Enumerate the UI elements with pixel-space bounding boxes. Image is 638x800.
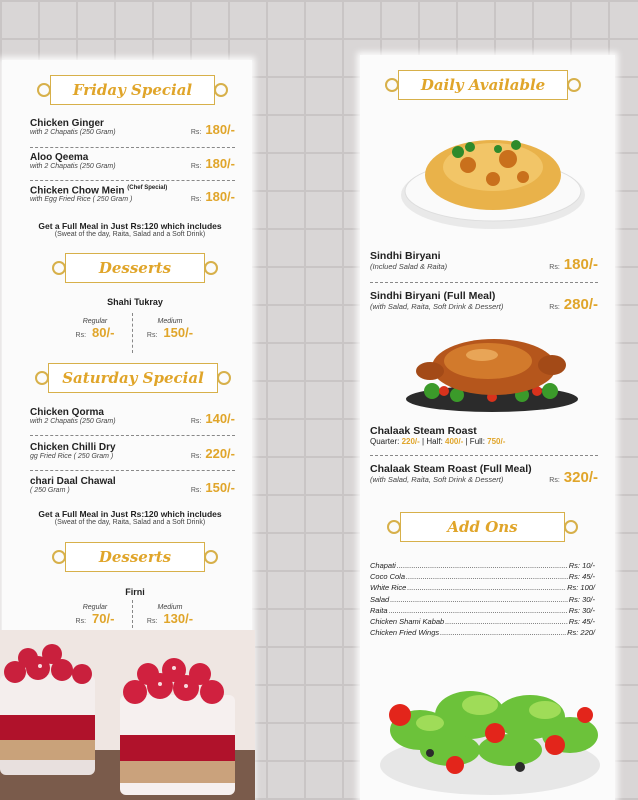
meal-offer-subtext: (Sweat of the day, Raita, Salad and a Soft Drink) [54,231,206,238]
list-item [370,571,595,582]
list-item [370,627,595,638]
leader-dots [440,627,566,638]
item-price [191,156,235,171]
add-ons-list [370,560,595,638]
addon-name: Chapati [370,561,396,570]
leader-dots [389,605,568,616]
add-ons-banner: Add Ons [400,512,565,542]
price-value: 80/- [92,325,115,340]
rs-label: Rs: [549,304,560,311]
item-description: with 2 Chapatis (250 Gram) [30,418,116,425]
price-value: 180/- [205,189,235,204]
item-name: chari Daal Chawal [30,476,116,487]
price-value: 320/- [563,469,598,486]
option-label: Medium [157,604,183,611]
addon-name: Chicken Shami Kabab [370,616,445,626]
rs-label: Rs: [75,332,87,339]
addon-name: Salad [370,594,390,604]
divider [132,313,133,353]
divider [370,455,598,456]
option-label: Medium [157,318,183,325]
meal-offer-note [10,509,250,526]
dessert-cups-image [0,630,255,800]
leader-dots [407,582,566,593]
rs-label: Rs: [146,618,158,625]
rs-label: Rs: [190,418,202,425]
option-price [65,325,125,340]
addon-name: White Rice [370,583,407,593]
rs-label: Rs: [190,453,202,460]
price-value: 180/- [563,256,598,273]
menu-item [30,407,235,425]
price-value: 180/- [205,122,235,137]
addon-name: Raita [370,605,388,615]
option-label: Regular [82,604,108,611]
full-label: | Full: [465,437,485,446]
roast-portion-prices [370,437,598,446]
item-description: (Inclued Salad & Raita) [370,262,448,271]
option-price [140,611,200,626]
item-name: Chicken Ginger [30,118,104,129]
item-name-text: Chicken Chow Mein [30,185,125,197]
leader-dots [397,560,568,571]
addon-price: Rs: 45/- [568,616,595,626]
quarter-label: Quarter: [370,437,400,446]
half-label: | Half: [422,437,443,446]
item-description: with 2 Chapatis (250 Gram) [30,129,116,136]
item-name: Sindhi Biryani [370,250,441,262]
rs-label: Rs: [549,264,560,271]
chef-special-note: (Chef Special) [127,185,168,191]
addon-name: Coco Cola [370,572,406,582]
list-item [370,616,595,627]
divider [30,435,235,436]
divider [370,282,598,283]
item-description: gg Fried Rice ( 250 Gram ) [30,453,114,460]
meal-offer-subtext: (Sweat of the day, Raita, Salad and a Soft Drink) [54,519,206,526]
addon-price: Rs: 45/- [568,572,595,582]
option-label: Regular [82,318,108,325]
item-price [191,189,235,204]
divider [30,470,235,471]
option-price [140,325,200,340]
option-price [65,611,125,626]
list-item [370,560,595,571]
item-description: (with Salad, Raita, Soft Drink & Dessert) [370,475,504,484]
menu-item [370,463,598,484]
price-value: 150/- [205,480,235,495]
item-price [549,256,598,273]
divider [30,147,235,148]
quarter-price: 220/- [401,437,420,446]
leader-dots [445,616,568,627]
item-description: with Egg Fried Rice ( 250 Gram ) [30,196,133,204]
item-price [191,446,235,461]
price-value: 70/- [92,611,115,626]
list-item [370,605,595,616]
menu-item [30,476,235,494]
item-name: Chicken Qorma [30,407,104,418]
addon-price: Rs: 100/ [567,583,595,593]
half-price: 400/- [445,437,464,446]
item-price [549,296,598,313]
item-description: with 2 Chapatis (250 Gram) [30,163,116,170]
rs-label: Rs: [190,487,202,494]
menu-item [370,290,598,311]
price-value: 130/- [163,611,194,626]
friday-special-banner: Friday Special [50,75,215,105]
meal-offer-note [10,221,250,238]
rs-label: Rs: [190,196,202,203]
rs-label: Rs: [549,477,560,484]
list-item [370,594,595,605]
price-value: 150/- [163,325,194,340]
rs-label: Rs: [190,129,202,136]
full-price: 750/- [487,437,506,446]
menu-item [370,250,598,271]
item-name: Aloo Qeema [30,152,89,163]
leader-dots [390,594,568,605]
daily-available-banner: Daily Available [398,70,568,100]
rs-label: Rs: [75,618,87,625]
menu-item [30,185,235,203]
dessert-name: Firni [125,587,145,597]
meal-offer-text: Get a Full Meal in Just Rs:120 which includes [38,221,222,231]
price-option-medium [140,604,200,626]
item-name: Chalaak Steam Roast [370,425,477,437]
price-option-regular [65,318,125,340]
desserts-banner: Desserts [65,253,205,283]
item-price [549,469,598,486]
addon-price: Rs: 220/ [567,628,595,638]
item-name: Chalaak Steam Roast (Full Meal) [370,463,532,475]
list-item [370,582,595,593]
price-option-regular [65,604,125,626]
rs-label: Rs: [146,332,158,339]
rs-label: Rs: [190,163,202,170]
item-name: Chicken Chilli Dry [30,442,116,453]
item-description: (with Salad, Raita, Soft Drink & Dessert) [370,302,504,311]
price-value: 220/- [205,446,235,461]
menu-item [30,152,235,170]
addon-price: Rs: 30/- [568,594,595,604]
biryani-plate-image [398,117,588,232]
desserts-banner: Desserts [65,542,205,572]
addon-price: Rs: 30/- [568,605,595,615]
item-price [191,411,235,426]
price-value: 140/- [205,411,235,426]
saturday-special-banner: Saturday Special [48,363,218,393]
dessert-name: Shahi Tukray [107,297,163,307]
meal-offer-text: Get a Full Meal in Just Rs:120 which includes [38,509,222,519]
menu-item [30,118,235,136]
menu-item [370,425,598,446]
addon-name: Chicken Fried Wings [370,628,440,638]
addon-price: Rs: 10/- [568,561,595,570]
salad-bowl-image [360,655,615,800]
price-option-medium [140,318,200,340]
price-value: 180/- [205,156,235,171]
roast-chicken-image [402,325,582,415]
leader-dots [406,571,568,582]
item-price [191,122,235,137]
item-description: ( 250 Gram ) [30,487,70,494]
price-value: 280/- [563,296,598,313]
item-price [191,480,235,495]
menu-item [30,442,235,460]
divider [30,180,235,181]
item-name: Sindhi Biryani (Full Meal) [370,290,496,302]
